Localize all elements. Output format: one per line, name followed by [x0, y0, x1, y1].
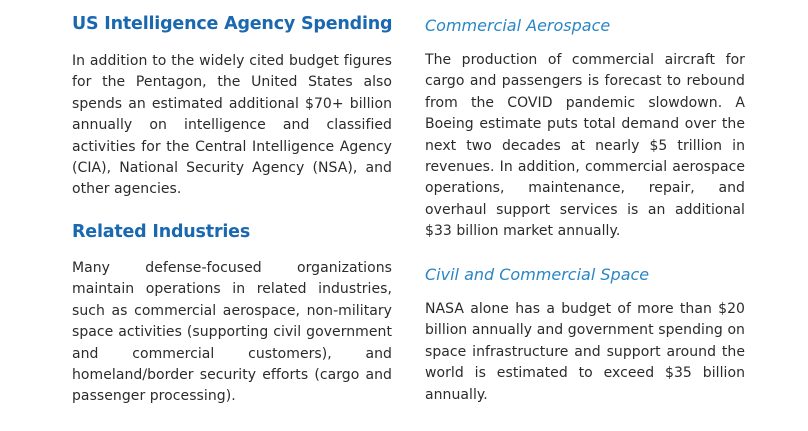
section-body-intelligence-spending: In addition to the widely cited budget figures for the Pentagon, the United States also spends an estimated additional $70+ billion annually on intelligence and classified activities for the Central Intelligence Agency (CIA), National Security Agency (NSA), and other agencies. — [72, 53, 392, 198]
subsection-body-civil-commercial-space: NASA alone has a budget of more than $20 billion annually and government spending on space infrastructure and support around the world is estimated to exceed $35 billion annually. — [425, 301, 745, 403]
subsection-title-commercial-aerospace: Commercial Aerospace — [425, 16, 611, 35]
subsection-body-commercial-aerospace: The production of commercial aircraft for cargo and passengers is forecast to rebound from the COVID pandemic slowdown. A Boeing estimate puts total demand over the next two decades at nearly $5 trillion in revenues. In addition, commercial aerospace operations, maintenance, repair, and overhaul support services is an additional $33 billion market annually. — [425, 52, 745, 240]
subsection-title-civil-commercial-space: Civil and Commercial Space — [425, 265, 650, 284]
section-title-related-industries: Related Industries — [72, 222, 251, 242]
section-body-related-industries: Many defense-focused organizations maintain operations in related industries, such as commercial aerospace, non-military space activities (supporting civil government and commercial customers), and homeland/border security efforts (cargo and passenger processing). — [72, 260, 392, 405]
section-title-intelligence-spending: US Intelligence Agency Spending — [72, 14, 393, 34]
